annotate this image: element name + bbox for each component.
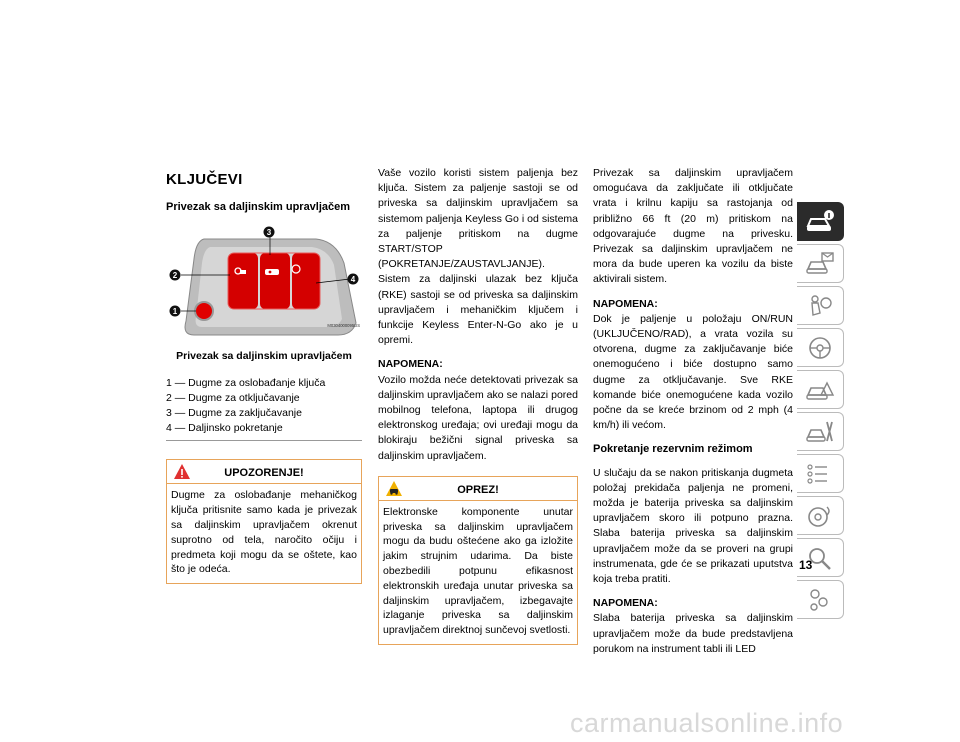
warning-box bbox=[166, 459, 362, 584]
key-fob-illustration bbox=[166, 223, 362, 345]
sub-title-backup-start: Pokretanje rezervnim režimom bbox=[593, 443, 753, 456]
warning-text: Dugme za oslobađanje mehaničkog ključa pritisnite samo kada je privezak sa daljinskim upravljačem okrenut suprotno od tela, naročito očiju i predmeta koji mogu da se oštete, kao što je odeća. bbox=[171, 489, 357, 576]
figure-caption: Privezak sa daljinskim upravljačem bbox=[176, 350, 352, 363]
warning-title: UPOZORENJE! bbox=[224, 467, 304, 480]
maintenance-list-icon bbox=[805, 461, 835, 487]
column-left bbox=[166, 166, 362, 584]
divider bbox=[166, 440, 362, 441]
caution-header bbox=[379, 477, 577, 501]
tab-car-info[interactable] bbox=[797, 202, 844, 241]
callout-4: 4 bbox=[350, 275, 356, 285]
tab-safety[interactable] bbox=[797, 286, 844, 325]
steering-wheel-icon bbox=[805, 335, 835, 361]
tab-dashboard[interactable] bbox=[797, 244, 844, 283]
figure-code: M0304000095US bbox=[327, 323, 360, 329]
legend-item: 3 — Dugme za zaključavanje bbox=[166, 407, 302, 420]
watermark: carmanualsonline.info bbox=[570, 708, 844, 738]
multimedia-icon bbox=[805, 503, 835, 529]
tab-index[interactable] bbox=[797, 580, 844, 619]
car-info-icon bbox=[805, 209, 835, 235]
column-middle bbox=[378, 166, 578, 645]
caution-title: OPREZ! bbox=[457, 483, 499, 496]
note-text: Vozilo možda neće detektovati privezak sa daljinskim upravljačem ako se nalazi pored mobilnog telefona, laptopa ili drugog elektronskog uređaja; ovi uređaji mogu da blokiraju bežični signal priveska sa daljinskim upravljačem. bbox=[378, 373, 578, 462]
column-right bbox=[593, 166, 793, 666]
page-number: 13 bbox=[799, 558, 813, 572]
note-text: Dok je paljenje u položaju ON/RUN (UKLJUČENO/RAD), a vrata vozila su otvorena, dugme za zaključavanje biće onemogućeno i biće dostupno samo dugme za otključavanje. Sve RKE komande biće onemogućene kada vozilo počne da se kreće brzinom od 2 mph (4 km/h) ili većom. bbox=[593, 312, 793, 432]
tab-service[interactable] bbox=[797, 412, 844, 451]
dashboard-message-icon bbox=[805, 251, 835, 277]
note-label: NAPOMENA: bbox=[593, 597, 658, 610]
tab-driving[interactable] bbox=[797, 328, 844, 367]
key-fob-figure bbox=[166, 223, 362, 345]
legend-item: 4 — Daljinsko pokretanje bbox=[166, 422, 283, 435]
intro-paragraph: Vaše vozilo koristi sistem paljenja bez ključa. Sistem za paljenje sastoji se od priveska sa daljinskim upravljačem sa sistemom paljenja Keyless Go i od sistema za paljenje pritiskom na dugme START/STOP (POKRETANJE/ZAUSTAVLJANJE). Sistem za daljinski ulazak bez ključa (RKE) sastoji se od priveska sa daljinskim upravljačem i mehaničkim ključem i funkcije Keyless Enter-N-Go ako je u opremi. bbox=[378, 167, 578, 347]
rke-paragraph: Privezak sa daljinskim upravljačem omogućava da zaključate ili otključate vrata i krilnu kapiju sa rastojanja od približno 66 ft (20 m) pritiskom na odgovarajuće dugme na privesku. Privezak sa daljinskim upravljačem ne mora da bude uperen ka vozilu da biste aktivirali sistem. bbox=[593, 167, 793, 286]
car-service-tools-icon bbox=[805, 419, 835, 445]
legend-item: 2 — Dugme za otključavanje bbox=[166, 391, 300, 404]
callout-3: 3 bbox=[266, 228, 272, 238]
tab-maintenance[interactable] bbox=[797, 454, 844, 493]
figure-legend bbox=[166, 376, 362, 437]
note-label: NAPOMENA: bbox=[593, 297, 658, 310]
tab-multimedia[interactable] bbox=[797, 496, 844, 535]
callout-2: 2 bbox=[172, 271, 178, 281]
warning-header bbox=[167, 460, 361, 484]
legend-item: 1 — Dugme za oslobađanje ključa bbox=[166, 376, 326, 389]
index-icon bbox=[805, 587, 835, 613]
tab-emergency[interactable] bbox=[797, 370, 844, 409]
backup-start-paragraph: U slučaju da se nakon pritiskanja dugmeta položaj prekidača paljenja ne promeni, možda je baterija priveska sa daljinskim upravljačem skoro ili potpuno prazna. Slaba baterija priveska sa daljinskim upravljačem može da se proveri na grupi instrumenata, gde će se prikazati uputstva koja treba pratiti. bbox=[593, 466, 793, 586]
caution-box bbox=[378, 476, 578, 645]
sub-title: Privezak sa daljinskim upravljačem bbox=[166, 201, 351, 214]
callout-1: 1 bbox=[172, 307, 178, 317]
note-text: Slaba baterija priveska sa daljinskim upravljačem može da bude predstavljena porukom na instrument tabli ili LED bbox=[593, 612, 793, 655]
airbag-safety-icon bbox=[805, 293, 835, 319]
emergency-hazard-icon bbox=[805, 377, 835, 403]
caution-text: Elektronske komponente unutar priveska sa daljinskim upravljačem mogu da budu oštećene ako ga izložite jakim strujnim udarima. Da biste obezbedili potpunu efikasnost elektronskih uređaja unutar priveska sa daljinskim upravljačem, izbegavajte izlaganje priveska sa daljinskim upravljačem direktnoj sunčevoj svetlosti. bbox=[383, 505, 573, 637]
section-title: KLJUČEVI bbox=[166, 171, 243, 188]
note-label: NAPOMENA: bbox=[378, 358, 443, 371]
